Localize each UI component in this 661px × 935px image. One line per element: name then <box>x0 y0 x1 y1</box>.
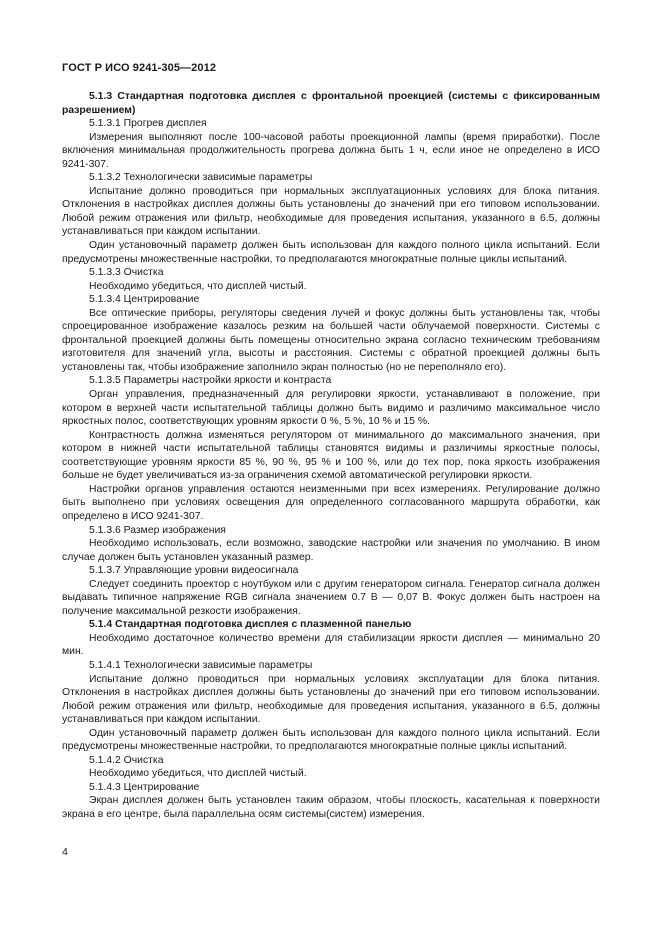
subsection-heading: 5.1.3.6 Размер изображения <box>89 524 226 536</box>
subsection-heading: 5.1.3.1 Прогрев дисплея <box>89 118 207 130</box>
body-paragraph: Испытание должно проводиться при нормальных эксплуатационных условиях для блока питания. Отклонения в настройках дисплея должны быть установлены до значений при его типовом использовании. Любой режим отражения или фильтр, необходимые для проведения испытания, указанного в 6.5, должны устанавливаться при каждом испытании. <box>62 185 600 238</box>
body-paragraph: Орган управления, предназначенный для регулировки яркости, устанавливают в положение, при котором в верхней части испытательной таблицы должно быть видимо и различимо максимальное число яркостных полос, соответствующих уровням яркости 0 %, 5 %, 10 % и 15 %. <box>62 389 600 428</box>
subsection-heading: 5.1.4.2 Очистка <box>89 754 164 766</box>
body-paragraph: Необходимо использовать, если возможно, заводские настройки или значения по умолчанию. В ином случае должен быть установлен указанный размер. <box>62 538 600 563</box>
body-paragraph: Контрастность должна изменяться регулятором от минимального до максимального значения, при котором в нижней части испытательной таблицы становятся видимы и различимы яркостные полосы, соответствующие уровням яркости 85 %, 90 %, 95 % и 100 %, или до тех пор, пока яркость изображения больше не будет увеличиваться из-за ограничения схемой автоматической регулировки яркости. <box>62 429 600 482</box>
body-paragraph: Следует соединить проектор с ноутбуком или с другим генератором сигнала. Генератор сигнала должен выдавать типичное напряжение RGB сигнала значением 0.7 В — 0,07 В. Фокус должен быть настроен на получение максимальной резкости изображения. <box>62 578 600 617</box>
body-paragraph: Настройки органов управления остаются неизменными при всех измерениях. Регулирование должно быть выполнено при условиях освещения для определенного согласованного маршрута обработки, как определено в ИСО 9241-307. <box>62 483 600 522</box>
body-paragraph: Необходимо достаточное количество времени для стабилизации яркости дисплея — минимально 20 мин. <box>62 632 600 658</box>
body-paragraph: Один установочный параметр должен быть использован для каждого полного цикла испытаний. Если предусмотрены множественные настройки, то предполагаются многократные полные циклы испытаний. <box>62 727 600 753</box>
document-header: ГОСТ Р ИСО 9241-305—2012 <box>62 62 217 74</box>
body-paragraph: Экран дисплея должен быть установлен таким образом, чтобы плоскость, касательная к поверхности экрана в его центре, была параллельна осям системы(систем) измерения. <box>62 795 600 820</box>
subsection-heading: 5.1.3.5 Параметры настройки яркости и контраста <box>89 375 332 387</box>
document-body <box>62 90 600 822</box>
subsection-heading: 5.1.4.1 Технологически зависимые параметры <box>89 659 313 671</box>
page-number: 4 <box>62 846 68 858</box>
section-heading-5-1-3: 5.1.3 Стандартная подготовка дисплея с фронтальной проекцией (системы с фиксированным разрешением) <box>62 91 600 116</box>
body-paragraph: Необходимо убедиться, что дисплей чистый. <box>89 280 307 292</box>
subsection-heading: 5.1.4.3 Центрирование <box>89 781 200 793</box>
body-paragraph: Измерения выполняют после 100-часовой работы проекционной лампы (время приработки). После включения минимальная продолжительность прогрева должна быть 1 ч, если иное не определено в ИСО 9241-307. <box>62 131 600 170</box>
body-paragraph: Необходимо убедиться, что дисплей чистый. <box>89 768 307 780</box>
subsection-heading: 5.1.3.4 Центрирование <box>89 294 200 306</box>
subsection-heading: 5.1.3.2 Технологически зависимые параметры <box>89 172 313 184</box>
body-paragraph: Испытание должно проводиться при нормальных условиях эксплуатации для блока питания. Отклонения в настройках дисплея должны быть установлены до значений при его типовом использовании. Любой режим отражения или фильтр, необходимые для проведения испытания, указанного в 6.5, должны устанавливаться при каждом испытании. <box>62 673 600 726</box>
section-heading-5-1-4: 5.1.4 Стандартная подготовка дисплея с плазменной панелью <box>89 619 412 631</box>
subsection-heading: 5.1.3.3 Очистка <box>89 267 164 279</box>
subsection-heading: 5.1.3.7 Управляющие уровни видеосигнала <box>89 565 299 577</box>
body-paragraph: Один установочный параметр должен быть использован для каждого полного цикла испытаний. Если предусмотрены множественные настройки, то предполагаются многократные полные циклы испытаний. <box>62 240 600 265</box>
body-paragraph: Все оптические приборы, регуляторы сведения лучей и фокус должны быть установлены так, чтобы спроецированное изображение казалось резким на большей части облучаемой поверхности. Системы с фронтальной проекцией должны быть помещены относительно экрана согласно техническим требованиям изготовителя для значений угла, высоты и расстояния. Системы с обратной проекцией должны быть установлены так, чтобы изображение заполнило экран полностью (но не переполняло его). <box>62 307 600 373</box>
